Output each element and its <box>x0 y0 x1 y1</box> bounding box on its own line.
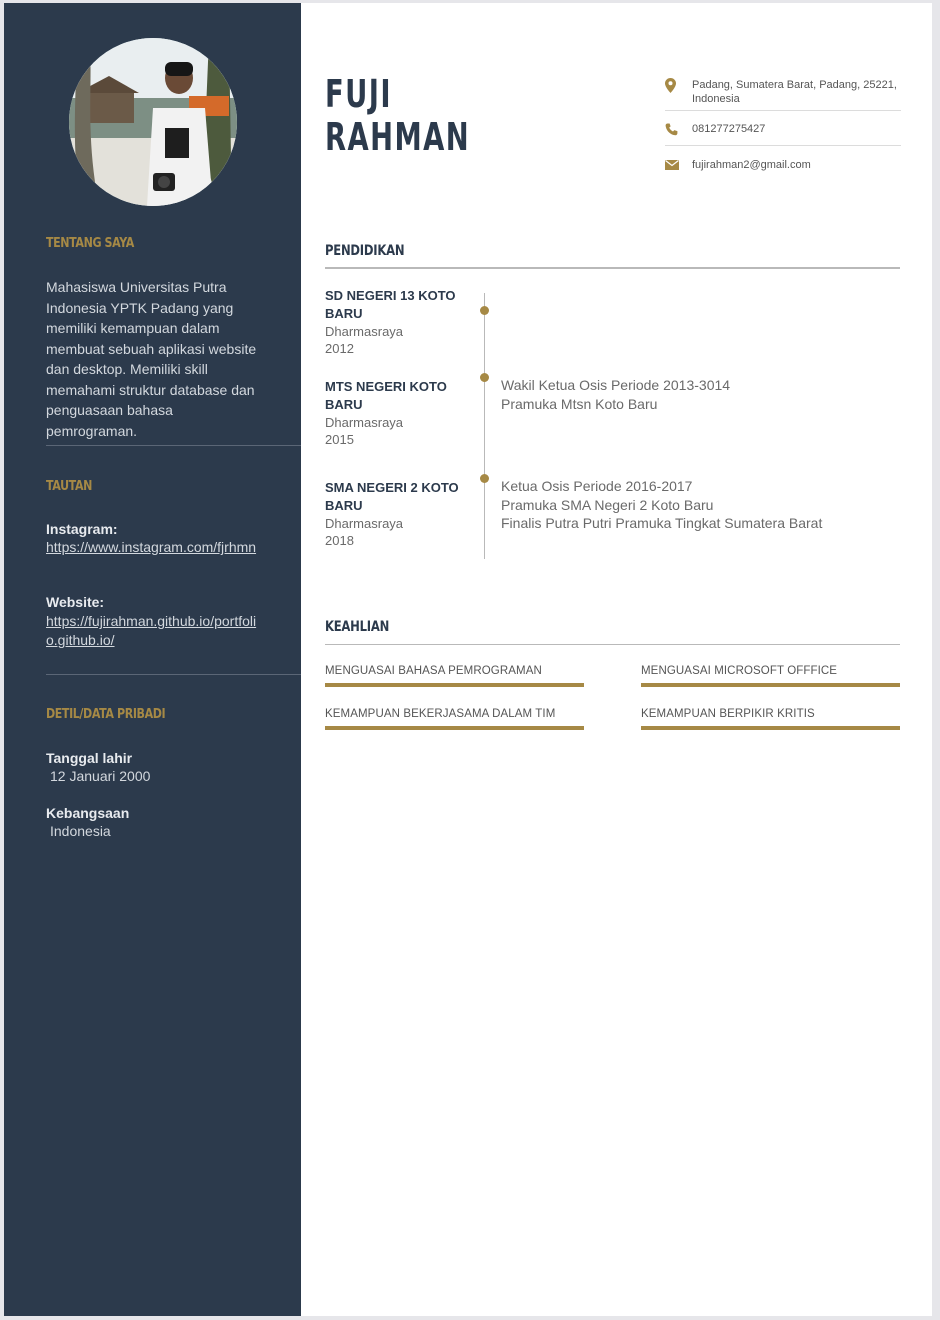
timeline-line <box>484 293 485 559</box>
phone-text: 081277275427 <box>692 123 766 135</box>
phone-icon <box>665 122 692 136</box>
achievement-list <box>501 477 881 533</box>
timeline-dot <box>480 474 489 483</box>
skill-item <box>641 664 900 687</box>
skill-item <box>641 707 900 730</box>
achievement-item: Pramuka Mtsn Koto Baru <box>501 395 658 412</box>
contact-email <box>665 146 901 176</box>
achievement-item: Finalis Putra Putri Pramuka Tingkat Sumatera Barat <box>501 515 823 531</box>
school-year: 2012 <box>325 341 354 356</box>
website-label: Website: <box>46 594 105 610</box>
school-place: Dharmasraya <box>325 324 404 339</box>
birthdate-value: 12 Januari 2000 <box>50 768 151 784</box>
timeline-dot <box>480 306 489 315</box>
skill-label: MENGUASAI BAHASA PEMROGRAMAN <box>325 665 542 677</box>
education-item <box>325 378 465 448</box>
skill-bar <box>641 683 900 687</box>
sidebar <box>4 3 301 1316</box>
achievement-item: Wakil Ketua Osis Periode 2013-3014 <box>501 377 731 393</box>
links-heading: TAUTAN <box>46 478 92 494</box>
contact-address <box>665 73 901 111</box>
last-name: RAHMAN <box>325 115 471 159</box>
about-heading: TENTANG SAYA <box>46 235 134 251</box>
skill-item <box>325 664 584 687</box>
sidebar-divider <box>46 674 301 675</box>
timeline-dot <box>480 373 489 382</box>
section-divider <box>325 644 900 645</box>
skill-bar <box>641 726 900 730</box>
address-text: Padang, Sumatera Barat, Padang, 25221, Indonesia <box>692 79 897 105</box>
skill-bar <box>325 683 584 687</box>
details-heading: DETIL/DATA PRIBADI <box>46 706 166 722</box>
school-place: Dharmasraya <box>325 415 404 430</box>
resume-page <box>4 3 932 1316</box>
education-title: PENDIDIKAN <box>325 243 405 259</box>
mail-icon <box>665 158 692 172</box>
skills-title: KEAHLIAN <box>325 619 390 635</box>
birthdate-label: Tanggal lahir <box>46 750 133 766</box>
education-item <box>325 287 465 357</box>
skill-label: KEMAMPUAN BERPIKIR KRITIS <box>641 708 815 720</box>
instagram-link[interactable]: https://www.instagram.com/fjrhmn <box>46 539 257 555</box>
school-year: 2015 <box>325 432 354 447</box>
school-name: SMA NEGERI 2 KOTO BARU <box>325 480 459 513</box>
website-link[interactable]: https://fujirahman.github.io/portfolio.github.io/ <box>46 613 257 648</box>
achievement-item: Ketua Osis Periode 2016-2017 <box>501 478 693 494</box>
education-item <box>325 479 465 549</box>
skill-item <box>325 707 584 730</box>
skill-label: MENGUASAI MICROSOFT OFFFICE <box>641 665 838 677</box>
email-text[interactable]: fujirahman2@gmail.com <box>692 159 811 171</box>
first-name: FUJI <box>325 72 393 116</box>
avatar <box>69 38 237 206</box>
nationality-label: Kebangsaan <box>46 805 130 821</box>
profile-photo <box>69 38 237 206</box>
contact-list <box>665 73 901 176</box>
nationality-value: Indonesia <box>50 823 111 839</box>
skill-label: KEMAMPUAN BEKERJASAMA DALAM TIM <box>325 708 556 720</box>
about-text: Mahasiswa Universitas Putra Indonesia YPTK Padang yang memiliki kemampuan dalam membuat sebuah aplikasi website dan desktop. Memiliki skill memahami struktur database dan penguasaan bahasa pemrograman. <box>46 279 257 439</box>
achievement-item: Pramuka SMA Negeri 2 Koto Baru <box>501 496 714 513</box>
main-content <box>301 3 932 1316</box>
school-name: SD NEGERI 13 KOTO BARU <box>325 288 456 321</box>
contact-phone <box>665 111 901 146</box>
section-divider <box>325 267 900 269</box>
instagram-label: Instagram: <box>46 521 118 537</box>
skill-bar <box>325 726 584 730</box>
school-name: MTS NEGERI KOTO BARU <box>325 379 447 412</box>
school-year: 2018 <box>325 533 354 548</box>
achievement-list <box>501 376 881 413</box>
school-place: Dharmasraya <box>325 516 404 531</box>
sidebar-divider <box>46 445 301 446</box>
location-icon <box>665 78 692 92</box>
full-name <box>325 73 470 159</box>
